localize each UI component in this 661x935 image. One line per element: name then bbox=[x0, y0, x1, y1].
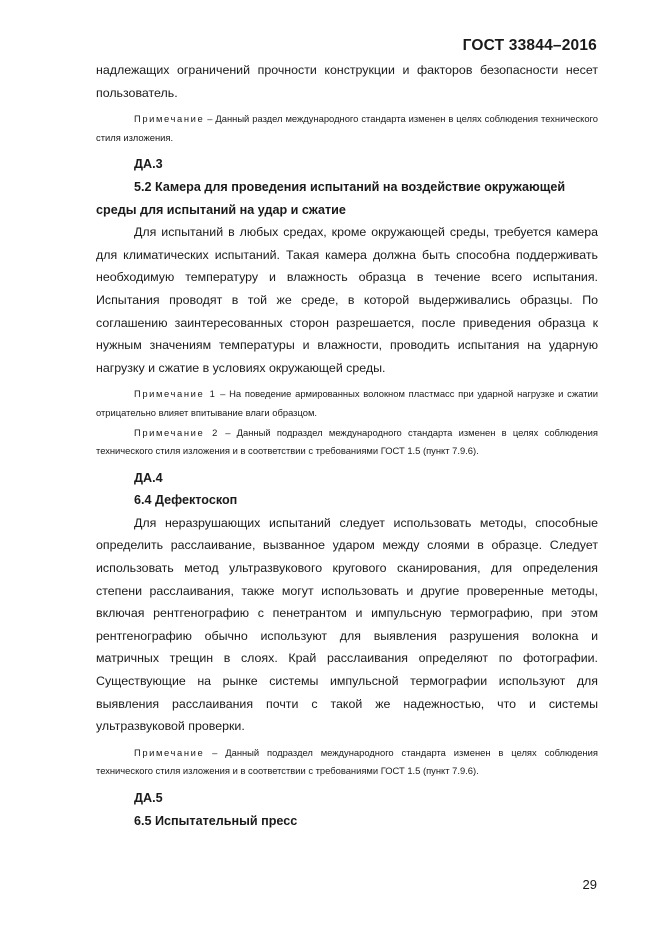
note-2-text: – Данный подраздел международного стандарта изменен в целях соблюдения технического стиля изложения и в соответствии с требованиями ГОСТ 1.5 (пункт 7.9.6). bbox=[96, 426, 598, 457]
section-da3-body: Для испытаний в любых средах, кроме окружающей среды, требуется камера для климатических испытаний. Такая камера должна быть способна поддерживать необходимую температуру и влажность образца в течение всего испытания. Испытания проводят в той же среде, в которой выдерживались образцы. По соглашению заинтересованных сторон разрешается, после приведения образца к нужным значениям температуры и влажности, проводить испытания на ударную нагрузку и сжатие в условиях окружающей среды. bbox=[96, 225, 598, 375]
section-da3-heading: 5.2 Камера для проведения испытаний на воздействие окружающей среды для испытаний на удар и сжатие bbox=[96, 179, 566, 217]
note-1-text: – На поведение армированных волокном пластмасс при ударной нагрузке и сжатии отрицательно влияет впитывание влаги образцом. bbox=[96, 388, 598, 418]
note-top-lead: Примечание bbox=[134, 113, 205, 125]
section-da4-note bbox=[96, 744, 598, 781]
section-da3-note-1 bbox=[96, 385, 598, 422]
section-da4-body: Для неразрушающих испытаний следует использовать методы, способные определить расслаивание, вызванное ударом между слоями в образце. Следует использовать метод ультразвукового кругового сканирования, для определения степени расслаивания, также могут использовать и другие проверенные методы, включая рентгенографию с пенетрантом и импульсную термографию, при этом рентгенографию обычно используют для выявления разрушения волокна и матричных трещин в слоях. Край расслаивания определяют по фотографии. Существующие на рынке системы импульсной термографии используют для выявления расслаивания почти с такой же надежностью, что и системы ультразвуковой проверки. bbox=[96, 515, 598, 734]
note-da4-lead: Примечание bbox=[134, 746, 205, 758]
intro-paragraph: надлежащих ограничений прочности конструкции и факторов безопасности несет пользователь. bbox=[96, 63, 598, 100]
note-1-lead: Примечание 1 bbox=[134, 388, 217, 400]
section-da5-heading: 6.5 Испытательный пресс bbox=[134, 813, 298, 828]
section-da3-label: ДА.3 bbox=[134, 157, 163, 172]
note-2-lead: Примечание 2 bbox=[134, 426, 219, 438]
note-top-text: – Данный раздел международного стандарта изменен в целях соблюдения технического стиля изложения. bbox=[96, 113, 598, 143]
section-da4-label: ДА.4 bbox=[134, 470, 163, 485]
section-da4-heading: 6.4 Дефектоскоп bbox=[134, 493, 238, 508]
page-content bbox=[96, 59, 598, 832]
section-da3-note-2 bbox=[96, 424, 598, 461]
page-number: 29 bbox=[582, 877, 597, 892]
section-da5-label: ДА.5 bbox=[134, 791, 163, 805]
note-top bbox=[96, 110, 598, 147]
note-da4-text: – Данный подраздел международного стандарта изменен в целях соблюдения технического стиля изложения и в соответствии с требованиями ГОСТ 1.5 (пункт 7.9.6). bbox=[96, 746, 598, 777]
standard-number-header: ГОСТ 33844–2016 bbox=[462, 37, 597, 54]
